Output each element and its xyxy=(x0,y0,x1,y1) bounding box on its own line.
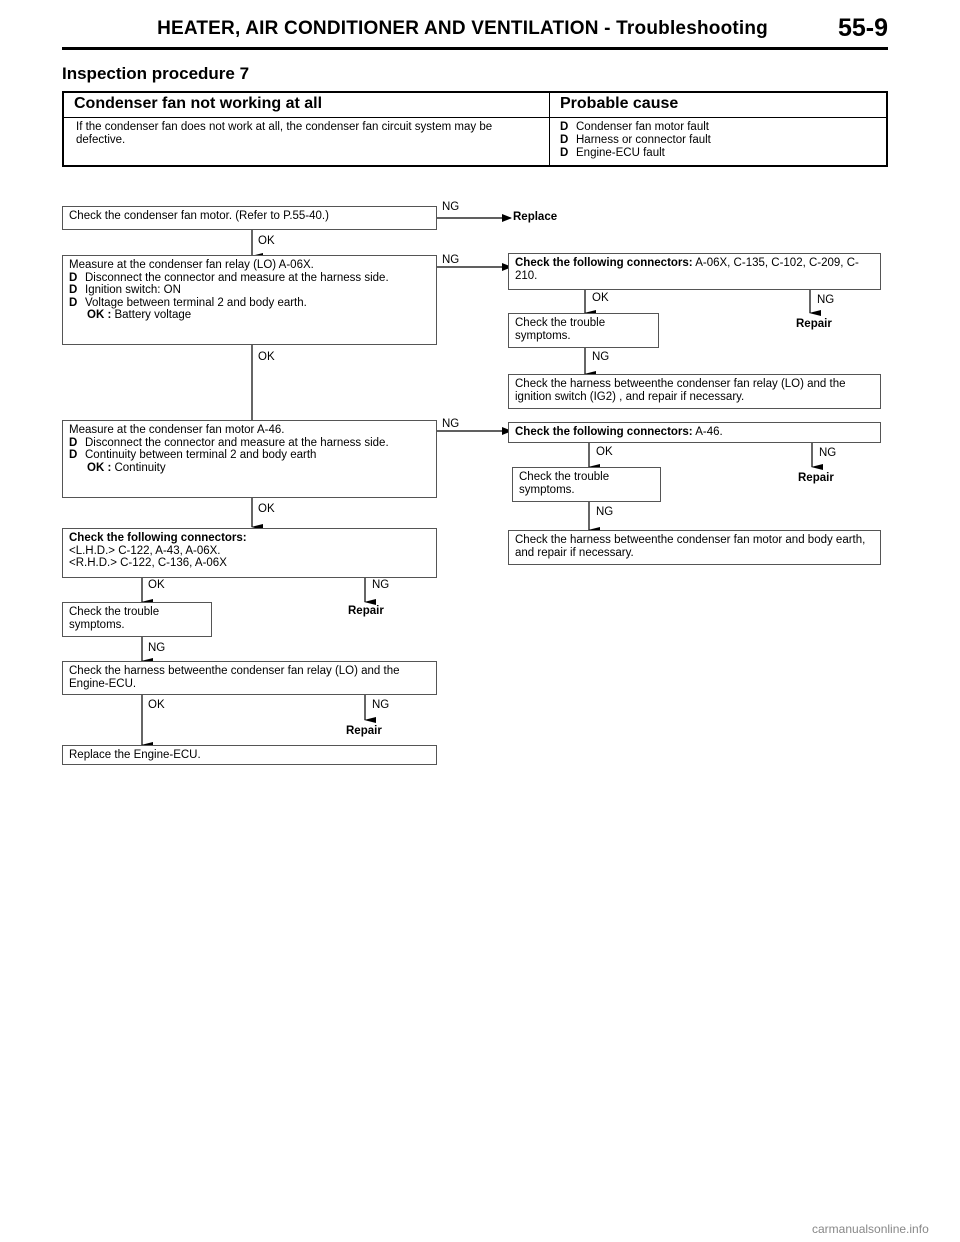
list-item: <L.H.D.> C-122, A-43, A-06X. xyxy=(69,544,221,557)
repair-action: Repair xyxy=(346,725,382,737)
ok-criterion: OK : Battery voltage xyxy=(87,309,192,321)
ok-label: OK xyxy=(148,579,165,591)
ng-label: NG xyxy=(442,418,460,430)
ng-label: NG xyxy=(817,294,835,306)
repair-action: Repair xyxy=(796,318,832,330)
ng-label: NG xyxy=(148,642,166,654)
bullet-icon: D xyxy=(69,436,78,449)
step-check-harness-earth: Check the harness betweenthe condenser fan motor and body earth, and repair if necessary. xyxy=(508,530,881,565)
header-title: HEATER, AIR CONDITIONER AND VENTILATION - Troubleshooting xyxy=(157,18,768,39)
bullet-icon: D xyxy=(560,134,569,146)
ng-label: NG xyxy=(372,699,390,711)
bullet-icon: D xyxy=(560,121,569,133)
ng-label: NG xyxy=(592,351,610,363)
ng-label: NG xyxy=(819,447,837,459)
step-title: Measure at the condenser fan motor A-46. xyxy=(69,424,285,436)
step-check-trouble-symptoms: Check the trouble symptoms. xyxy=(512,467,661,502)
watermark: carmanualsonline.info xyxy=(812,1222,929,1236)
ok-label: OK xyxy=(596,446,613,458)
bullet-icon: D xyxy=(69,271,78,284)
list-item: D Continuity between terminal 2 and body earth xyxy=(69,449,317,461)
step-check-connectors-a: Check the following connectors: A-06X, C-135, C-102, C-209, C-210. xyxy=(508,253,881,290)
symptom-header: Condenser fan not working at all xyxy=(64,93,550,117)
step-check-fan-motor: Check the condenser fan motor. (Refer to P.55-40.) xyxy=(62,206,437,230)
bullet-icon: D xyxy=(69,449,78,461)
ng-label: NG xyxy=(596,506,614,518)
ok-criterion: OK : Continuity xyxy=(87,461,166,474)
step-title: Measure at the condenser fan relay (LO) A-06X. xyxy=(69,259,314,271)
step-title: Check the following connectors: xyxy=(69,532,247,544)
step-replace-ecu: Replace the Engine-ECU. xyxy=(62,745,437,765)
ok-label: OK xyxy=(258,351,275,363)
step-check-trouble-symptoms: Check the trouble symptoms. xyxy=(508,313,659,348)
list-item: D Ignition switch: ON xyxy=(69,284,181,296)
ok-label: OK xyxy=(258,503,275,515)
ok-label: OK xyxy=(148,699,165,711)
page-number: 55-9 xyxy=(837,14,888,42)
step-check-harness-ecu: Check the harness betweenthe condenser fan relay (LO) and the Engine-ECU. xyxy=(62,661,437,695)
list-item: D Disconnect the connector and measure at the harness side. xyxy=(69,271,389,284)
bullet-icon: D xyxy=(69,296,78,309)
step-check-connectors-b: Check the following connectors: A-46. xyxy=(508,422,881,443)
ng-label: NG xyxy=(442,254,460,266)
list-item: D Condenser fan motor fault xyxy=(560,121,709,133)
list-item: D Voltage between terminal 2 and body earth. xyxy=(69,296,307,309)
ok-label: OK xyxy=(592,292,609,304)
step-check-trouble-symptoms: Check the trouble symptoms. xyxy=(62,602,212,637)
list-item: D Disconnect the connector and measure at the harness side. xyxy=(69,436,389,449)
ng-label: NG xyxy=(442,201,460,213)
ng-label: NG xyxy=(372,579,390,591)
cause-header: Probable cause xyxy=(560,95,679,112)
bullet-icon: D xyxy=(69,284,78,296)
repair-action: Repair xyxy=(798,472,834,484)
repair-action: Repair xyxy=(348,605,384,617)
step-check-connectors-c xyxy=(62,528,437,578)
step-measure-relay xyxy=(62,255,437,345)
bullet-icon: D xyxy=(560,147,569,159)
symptom-description: If the condenser fan does not work at all, the condenser fan circuit system may be defective. xyxy=(64,118,550,165)
list-item: <R.H.D.> C-122, C-136, A-06X xyxy=(69,557,227,569)
replace-action: Replace xyxy=(513,211,558,223)
list-item: D Engine-ECU fault xyxy=(560,147,665,159)
ok-label: OK xyxy=(258,235,275,247)
section-title: Inspection procedure 7 xyxy=(62,64,250,83)
step-measure-fan-motor xyxy=(62,420,437,498)
step-check-harness-ig2: Check the harness betweenthe condenser fan relay (LO) and the ignition switch (IG2) , and repair if necessary. xyxy=(508,374,881,409)
list-item: D Harness or connector fault xyxy=(560,134,711,146)
